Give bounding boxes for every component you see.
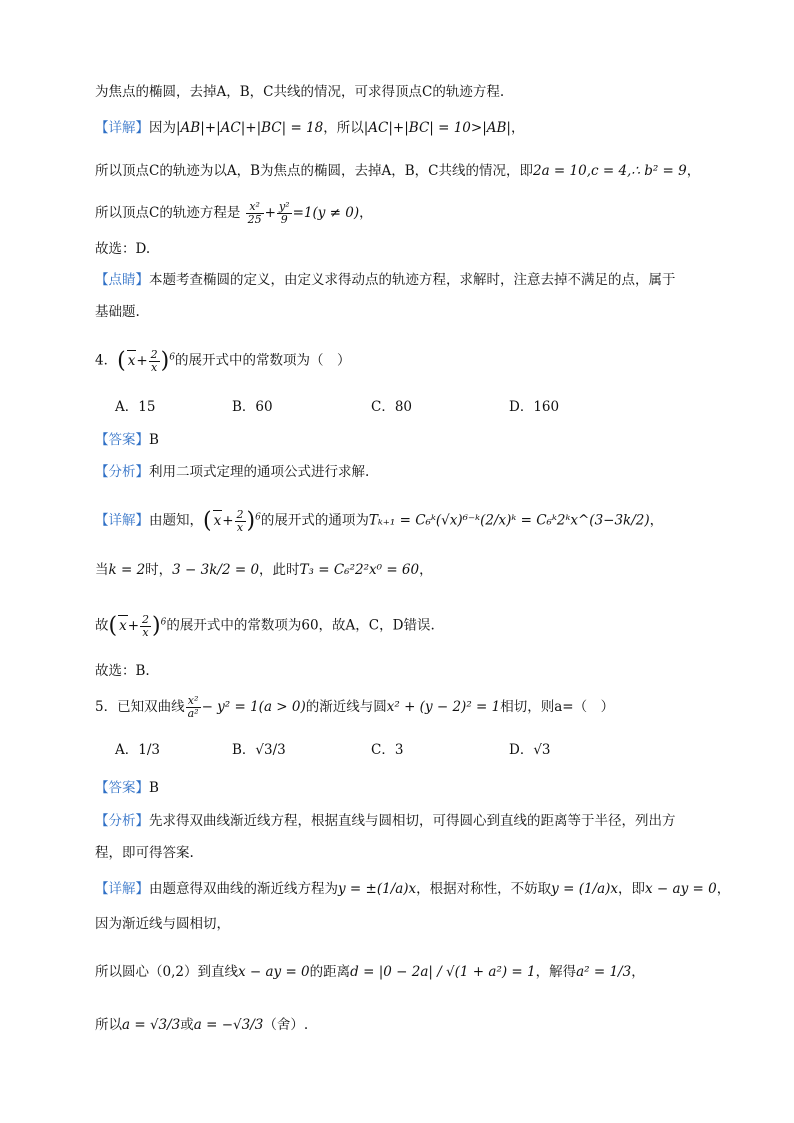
analysis-line: 【分析】先求得双曲线渐近线方程，根据直线与圆相切，可得圆心到直线的距离等于半径，列出方 <box>95 813 676 829</box>
detail-tag: 【详解】 <box>95 512 149 529</box>
detail-line: 【详解】由题意得双曲线的渐近线方程为y = ±(1/a)x，根据对称性，不妨取y = (1/a)x，即x − ay = 0， <box>95 881 731 897</box>
option-d: D．√3 <box>509 742 551 758</box>
option-b: B．√3/3 <box>232 742 286 758</box>
paragraph-line: 基础题. <box>95 304 140 320</box>
paragraph-line: 当k = 2时，3 − 3k/2 = 0，此时T₃ = C₆²2²x⁰ = 60， <box>95 562 433 578</box>
question-5: 5．已知双曲线 $\frac{\text{x²}}{\text{a²}}$ − y² = 1(a > 0)的渐近线与圆x² + (y − 2)² = 1相切，则a=（ ） <box>95 694 615 720</box>
paragraph-line: 为焦点的椭圆，去掉A，B，C共线的情况，可求得顶点C的轨迹方程. <box>95 84 505 100</box>
answer-line: 【答案】B <box>95 432 159 448</box>
paragraph-line: 故选：D. <box>95 241 151 257</box>
detail-tag: 【详解】 <box>95 120 149 136</box>
answer-line: 【答案】B <box>95 780 159 796</box>
option-d: D．160 <box>509 399 560 415</box>
comment-line: 【点睛】本题考查椭圆的定义，由定义求得动点的轨迹方程，求解时，注意去掉不满足的点，属于 <box>95 272 676 288</box>
fraction: $\frac{\text{y²}}{9}$ <box>278 200 290 226</box>
analysis-tag: 【分析】 <box>95 813 149 829</box>
option-c: C．3 <box>371 742 404 758</box>
paragraph-line: 故( x+ $\frac{2}{x}$ )$^6$的展开式中的常数项为60，故A，C，D错误. <box>95 612 435 639</box>
paragraph-line: 程，即可得答案. <box>95 845 194 861</box>
answer-tag: 【答案】 <box>95 780 149 796</box>
analysis-line: 【分析】利用二项式定理的通项公式进行求解. <box>95 464 370 480</box>
paragraph-line: 所以a = √3/3或a = −√3/3（舍）. <box>95 1017 309 1033</box>
paragraph-line: 因为渐近线与圆相切， <box>95 916 230 932</box>
option-a: A．15 <box>115 399 156 415</box>
question-4: 4．( x+ $\frac{2}{x}$ )$^6$的展开式中的常数项为（ ） <box>95 347 351 374</box>
option-c: C．80 <box>371 399 413 415</box>
detail-tag: 【详解】 <box>95 881 149 897</box>
option-b: B．60 <box>232 399 273 415</box>
detail-line: 【详解】因为|AB|+|AC|+|BC| = 18，所以|AC|+|BC| = 10>|AB|， <box>95 120 525 136</box>
paragraph-line: 所以圆心（0,2）到直线x − ay = 0的距离d = |0 − 2a| / √(1 + a²) = 1，解得a² = 1/3， <box>95 964 645 980</box>
detail-line: 【详解】由题知，( x+ $\frac{2}{x}$ )$^6$的展开式的通项为Tₖ₊₁ = C₆ᵏ(√x)⁶⁻ᵏ(2/x)ᵏ = C₆ᵏ2ᵏx^(3−3k/2)， <box>95 507 664 534</box>
answer-tag: 【答案】 <box>95 432 149 448</box>
fraction: $\frac{\text{x²}}{25}$ <box>247 200 262 226</box>
option-a: A．1/3 <box>115 742 160 758</box>
paragraph-line: 所以顶点C的轨迹为以A，B为焦点的椭圆，去掉A，B，C共线的情况，即2a = 10,c = 4,∴ b² = 9， <box>95 163 701 179</box>
comment-tag: 【点睛】 <box>95 272 149 288</box>
analysis-tag: 【分析】 <box>95 464 149 480</box>
paragraph-line: 所以顶点C的轨迹方程是 $\frac{\text{x²}}{25}$ + $\frac{\text{y²}}{9}$ =1(y ≠ 0)， <box>95 200 373 226</box>
paragraph-line: 故选：B. <box>95 663 150 679</box>
